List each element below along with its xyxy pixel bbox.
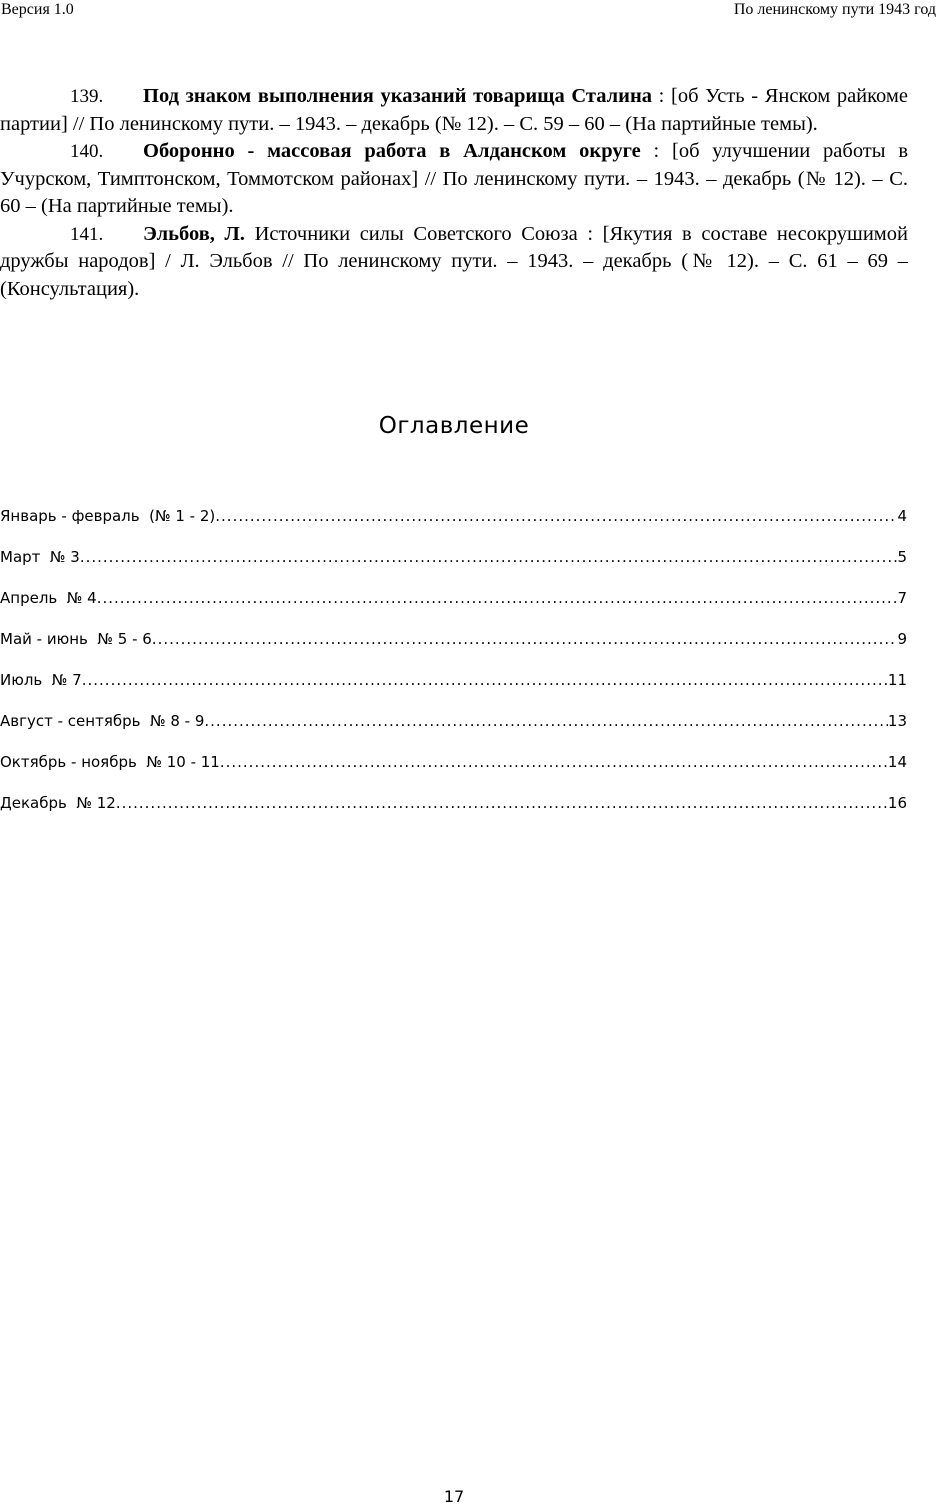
header-publication-title: По ленинскому пути 1943 год [733, 1, 936, 18]
toc-heading: Оглавление [378, 413, 530, 439]
header-version: Версия 1.0 [1, 1, 74, 18]
entry-description: : [об улучшении работы в Учурском, Тимптонском, Томмотском районах] // По ленинскому пути. – 1943. – декабрь (№ 12). – С. 60 – (На партийные темы). [0, 140, 908, 217]
bibliography-entries [0, 83, 908, 303]
toc-item[interactable] [0, 500, 907, 541]
bibliography-entry [0, 83, 908, 138]
toc-item-label[interactable]: Январь - февраль (№ 1 - 2) [0, 507, 216, 525]
toc-item-page[interactable]: 7 [897, 589, 907, 607]
toc-leader-dots [82, 664, 888, 696]
entry-title: Под знаком выполнения указаний товарища Сталина [143, 85, 653, 107]
toc-item[interactable] [0, 787, 907, 828]
entry-number: 140. [70, 141, 104, 162]
toc-item[interactable] [0, 746, 907, 787]
toc-leader-dots [97, 582, 898, 614]
toc-item-page[interactable]: 16 [887, 794, 907, 812]
entry-title: Эльбов, Л. [143, 222, 245, 245]
toc-item-label[interactable]: Декабрь № 12 [0, 794, 116, 812]
entry-description: Источники силы Советского Союза : [Якутия в составе несокрушимой дружбы народов] / Л. Эльбов // По ленинскому пути. – 1943. – декабрь (№ 12). – С. 61 – 69 – (Консультация). [0, 222, 908, 300]
toc-item-label[interactable]: Июль № 7 [0, 671, 82, 689]
toc-item-page[interactable]: 4 [897, 507, 907, 525]
entry-number: 141. [70, 223, 104, 245]
toc-item[interactable] [0, 705, 907, 746]
toc-item-page[interactable]: 13 [887, 712, 907, 730]
toc-leader-dots [152, 623, 898, 655]
entry-description: : [об Усть - Янском райкоме партии] // По ленинскому пути. – 1943. – декабрь (№ 12). – С. 59 – 60 – (На партийные темы). [0, 85, 908, 135]
toc-leader-dots [204, 705, 888, 737]
toc-item-label[interactable]: Октябрь - ноябрь № 10 - 11 [0, 753, 220, 771]
toc-item[interactable] [0, 664, 907, 705]
toc-leader-dots [215, 500, 897, 532]
toc-leader-dots [116, 787, 888, 819]
bibliography-entry [0, 138, 908, 221]
toc-leader-dots [80, 541, 898, 573]
table-of-contents [0, 500, 907, 828]
toc-item-page[interactable]: 5 [897, 548, 907, 566]
toc-item-label[interactable]: Март № 3 [0, 548, 80, 566]
toc-item-label[interactable]: Май - июнь № 5 - 6 [0, 630, 152, 648]
entry-title: Оборонно - массовая работа в Алданском округе [143, 140, 641, 162]
toc-item-page[interactable]: 11 [887, 671, 907, 689]
toc-item-label[interactable]: Апрель № 4 [0, 589, 97, 607]
toc-leader-dots [220, 746, 888, 778]
bibliography-entry [0, 221, 908, 304]
toc-item-label[interactable]: Август - сентябрь № 8 - 9 [0, 712, 205, 730]
toc-item[interactable] [0, 541, 907, 582]
entry-number: 139. [70, 86, 104, 107]
page-number: 17 [443, 1487, 465, 1506]
toc-item-page[interactable]: 9 [897, 630, 907, 648]
toc-item[interactable] [0, 582, 907, 623]
toc-item-page[interactable]: 14 [887, 753, 907, 771]
toc-item[interactable] [0, 623, 907, 664]
